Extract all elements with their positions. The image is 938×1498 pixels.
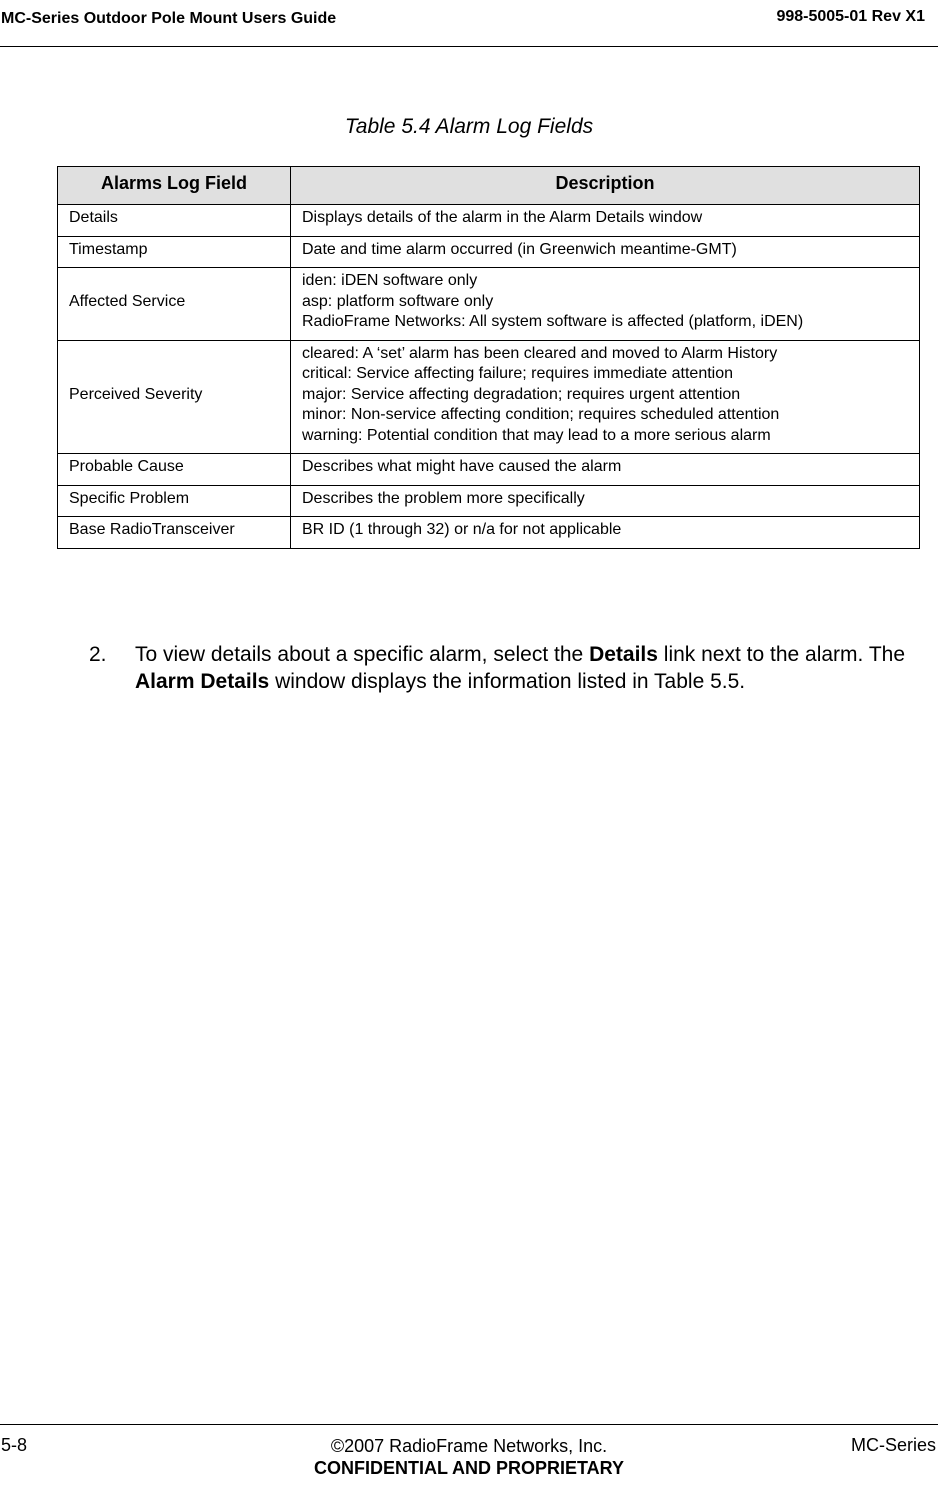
description-cell bbox=[291, 517, 920, 549]
series-name: MC-Series bbox=[850, 1435, 936, 1455]
description-line: Describes the problem more specifically bbox=[302, 489, 585, 507]
page-footer bbox=[0, 1424, 938, 1498]
column-header-description: Description bbox=[291, 167, 920, 205]
field-name-cell: Base RadioTransceiver bbox=[58, 517, 291, 549]
field-name-cell: Perceived Severity bbox=[58, 340, 291, 454]
table-row bbox=[58, 340, 920, 454]
description-cell bbox=[291, 236, 920, 268]
confidential-notice: CONFIDENTIAL AND PROPRIETARY bbox=[313, 1458, 624, 1478]
page-header bbox=[0, 0, 938, 47]
table-caption: Table 5.4 Alarm Log Fields bbox=[344, 115, 594, 138]
copyright: ©2007 RadioFrame Networks, Inc. bbox=[330, 1436, 608, 1456]
description-cell bbox=[291, 205, 920, 237]
description-line: cleared: A ‘set’ alarm has been cleared and moved to Alarm History bbox=[302, 344, 778, 362]
step-text bbox=[135, 641, 934, 695]
description-line: minor: Non-service affecting condition; requires scheduled attention bbox=[302, 406, 780, 423]
step-number: 2. bbox=[89, 643, 107, 666]
description-line: asp: platform software only bbox=[302, 292, 494, 310]
instruction-step bbox=[89, 641, 934, 695]
table-row bbox=[58, 454, 920, 486]
step-text-part: window displays the information listed in Table 5.5. bbox=[269, 670, 746, 693]
table-body bbox=[58, 205, 920, 549]
table-row bbox=[58, 517, 920, 549]
table-row bbox=[58, 485, 920, 517]
description-line: warning: Potential condition that may lead to a more serious alarm bbox=[302, 426, 771, 444]
field-name-cell: Affected Service bbox=[58, 268, 291, 341]
field-name-cell: Details bbox=[58, 205, 291, 237]
step-text-part: link next to the alarm. The bbox=[657, 643, 906, 666]
field-name-cell: Timestamp bbox=[58, 236, 291, 268]
field-name-cell: Probable Cause bbox=[58, 454, 291, 486]
alarm-log-fields-table bbox=[57, 166, 920, 549]
table-row bbox=[58, 268, 920, 341]
table-row bbox=[58, 236, 920, 268]
table-row bbox=[58, 205, 920, 237]
column-header-field: Alarms Log Field bbox=[58, 167, 291, 205]
details-link-label: Details bbox=[589, 643, 658, 666]
description-cell bbox=[291, 268, 920, 341]
alarm-details-window-label: Alarm Details bbox=[135, 670, 270, 693]
description-cell bbox=[291, 340, 920, 454]
description-line: Describes what might have caused the alarm bbox=[302, 458, 622, 475]
document-title: MC-Series Outdoor Pole Mount Users Guide bbox=[1, 10, 337, 27]
description-line: Date and time alarm occurred (in Greenwich meantime-GMT) bbox=[302, 240, 737, 258]
description-line: critical: Service affecting failure; requires immediate attention bbox=[302, 365, 734, 382]
table-header-row bbox=[58, 167, 920, 205]
footer-center bbox=[0, 1435, 938, 1479]
description-line: BR ID (1 through 32) or n/a for not applicable bbox=[302, 521, 622, 538]
document-number: 998-5005-01 Rev X1 bbox=[776, 8, 925, 25]
description-cell bbox=[291, 485, 920, 517]
description-cell bbox=[291, 454, 920, 486]
step-text-part: To view details about a specific alarm, select the bbox=[135, 643, 590, 666]
field-name-cell: Specific Problem bbox=[58, 485, 291, 517]
description-line: iden: iDEN software only bbox=[302, 272, 478, 289]
description-line: major: Service affecting degradation; requires urgent attention bbox=[302, 385, 741, 403]
description-line: Displays details of the alarm in the Alarm Details window bbox=[302, 209, 703, 226]
description-line: RadioFrame Networks: All system software is affected (platform, iDEN) bbox=[302, 313, 804, 330]
page-number: 5-8 bbox=[1, 1435, 28, 1455]
